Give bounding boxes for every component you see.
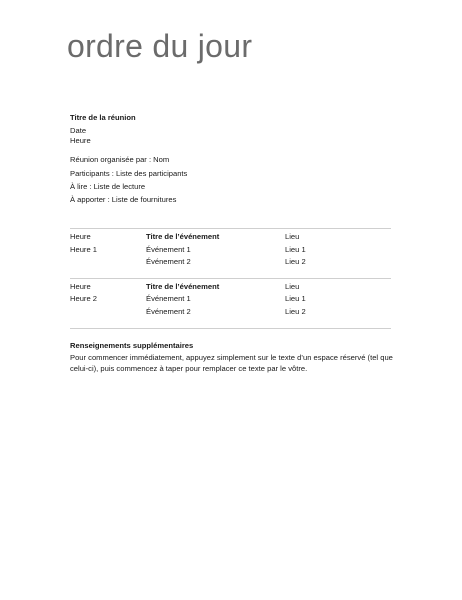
meeting-date[interactable]: Date bbox=[70, 126, 87, 135]
schedule-time[interactable]: Heure 2 bbox=[70, 294, 98, 303]
place-item[interactable]: Lieu 1 bbox=[285, 245, 306, 254]
section-divider bbox=[70, 278, 391, 279]
time-column-header[interactable]: Heure bbox=[70, 232, 91, 241]
section-divider bbox=[70, 328, 391, 329]
reading-line[interactable]: À lire : Liste de lecture bbox=[70, 182, 146, 191]
event-item[interactable]: Événement 2 bbox=[146, 257, 191, 266]
place-item[interactable]: Lieu 1 bbox=[285, 294, 306, 303]
event-item[interactable]: Événement 2 bbox=[146, 307, 191, 316]
place-column-header[interactable]: Lieu bbox=[285, 282, 300, 291]
event-column-header[interactable]: Titre de l’événement bbox=[146, 232, 220, 241]
section-divider bbox=[70, 228, 391, 229]
place-column-header[interactable]: Lieu bbox=[285, 232, 300, 241]
additional-info-heading[interactable]: Renseignements supplémentaires bbox=[70, 341, 194, 350]
event-item[interactable]: Événement 1 bbox=[146, 245, 191, 254]
time-column-header[interactable]: Heure bbox=[70, 282, 91, 291]
meeting-title[interactable]: Titre de la réunion bbox=[70, 113, 136, 122]
supplies-line[interactable]: À apporter : Liste de fournitures bbox=[70, 195, 177, 204]
participants-line[interactable]: Participants : Liste des participants bbox=[70, 169, 188, 178]
document-title[interactable]: ordre du jour bbox=[67, 28, 253, 64]
place-item[interactable]: Lieu 2 bbox=[285, 307, 306, 316]
place-item[interactable]: Lieu 2 bbox=[285, 257, 306, 266]
organizer-line[interactable]: Réunion organisée par : Nom bbox=[70, 155, 170, 164]
additional-info-body[interactable]: Pour commencer immédiatement, appuyez simplement sur le texte d’un espace réservé (tel que celui-ci), puis commencez à taper pour remplacer ce texte par le vôtre. bbox=[70, 353, 393, 373]
event-item[interactable]: Événement 1 bbox=[146, 294, 191, 303]
event-column-header[interactable]: Titre de l’événement bbox=[146, 282, 220, 291]
meeting-time[interactable]: Heure bbox=[70, 136, 91, 145]
schedule-time[interactable]: Heure 1 bbox=[70, 245, 98, 254]
